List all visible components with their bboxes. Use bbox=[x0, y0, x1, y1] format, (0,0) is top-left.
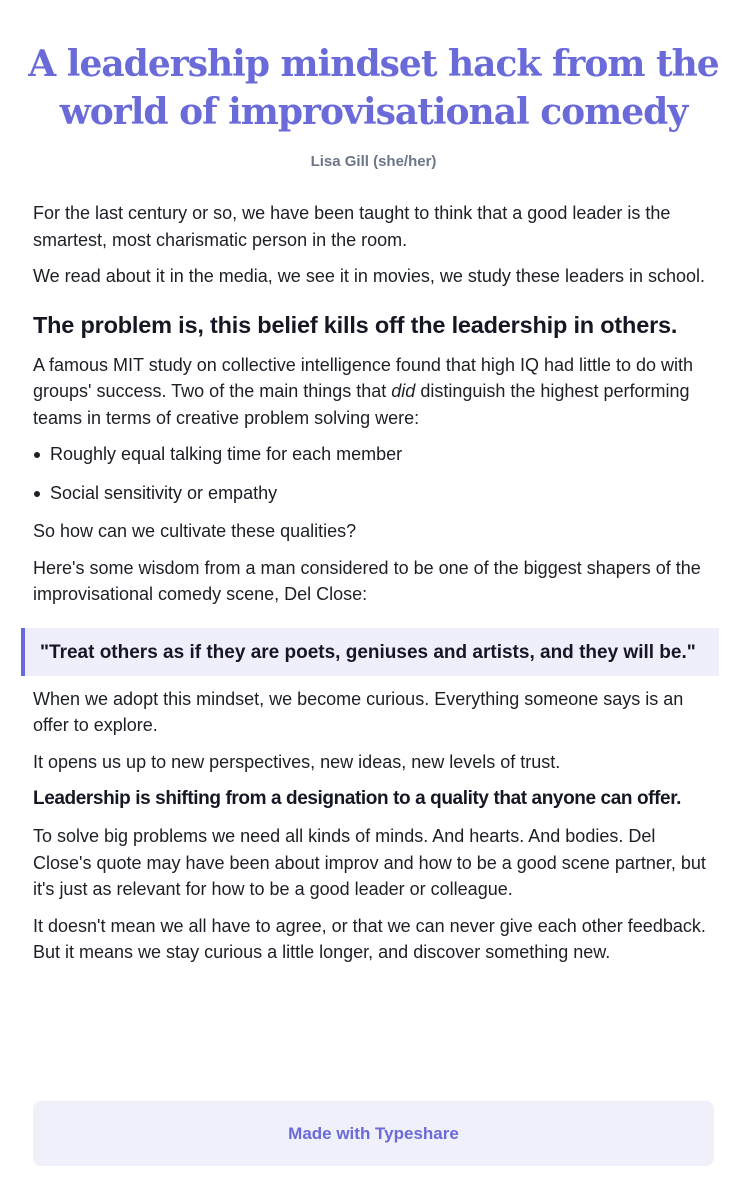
paragraph-1: For the last century or so, we have been taught to think that a good leader is the smartest, most charismatic person in the room. bbox=[33, 203, 671, 250]
paragraph-7: It opens us up to new perspectives, new ideas, new levels of trust. bbox=[33, 751, 561, 772]
paragraph-8: To solve big problems we need all kinds of minds. And hearts. And bodies. Del Close's quote may have been about improv and how to be a good scene partner, but it's just as relevant for how to be a good leader or colleague. bbox=[33, 826, 706, 899]
bullet-list bbox=[33, 441, 717, 506]
paragraph-3-emphasis: did bbox=[391, 381, 416, 401]
paragraph-3-end: distinguish the highest performing teams in terms of creative problem solving were: bbox=[33, 381, 690, 428]
heading-problem: The problem is, this belief kills off the leadership in others. bbox=[33, 311, 678, 338]
paragraph-4: So how can we cultivate these qualities? bbox=[33, 521, 357, 541]
bullet-dot-icon bbox=[34, 491, 40, 497]
paragraph-3-start: A famous MIT study on collective intelligence found that high IQ had little to do with groups' success. Two of the main things that bbox=[33, 354, 694, 401]
paragraph-6: When we adopt this mindset, we become curious. Everything someone says is an offer to explore. bbox=[33, 688, 684, 735]
paragraph-2: We read about it in the media, we see it in movies, we study these leaders in school. bbox=[33, 266, 706, 286]
post-title: A leadership mindset hack from the world of improvisational comedy bbox=[28, 43, 719, 133]
list-item bbox=[33, 441, 717, 468]
footer-label: Made with Typeshare bbox=[288, 1123, 459, 1143]
typeshare-footer[interactable] bbox=[33, 1101, 714, 1166]
pull-quote: "Treat others as if they are poets, geniuses and artists, and they will be." bbox=[21, 628, 719, 676]
paragraph-5: Here's some wisdom from a man considered to be one of the biggest shapers of the improvisational comedy scene, Del Close: bbox=[33, 557, 701, 604]
bullet-dot-icon bbox=[34, 452, 40, 458]
list-item-text: Roughly equal talking time for each member bbox=[50, 444, 403, 464]
heading-leadership: Leadership is shifting from a designation to a quality that anyone can offer. bbox=[33, 788, 682, 809]
list-item bbox=[33, 480, 717, 507]
paragraph-3 bbox=[33, 352, 717, 432]
author-name: Lisa Gill (she/her) bbox=[310, 153, 437, 170]
list-item-text: Social sensitivity or empathy bbox=[50, 482, 278, 503]
post-body bbox=[33, 200, 717, 976]
paragraph-9: It doesn't mean we all have to agree, or that we can never give each other feedback. But it means we stay curious a little longer, and discover something new. bbox=[33, 915, 706, 962]
